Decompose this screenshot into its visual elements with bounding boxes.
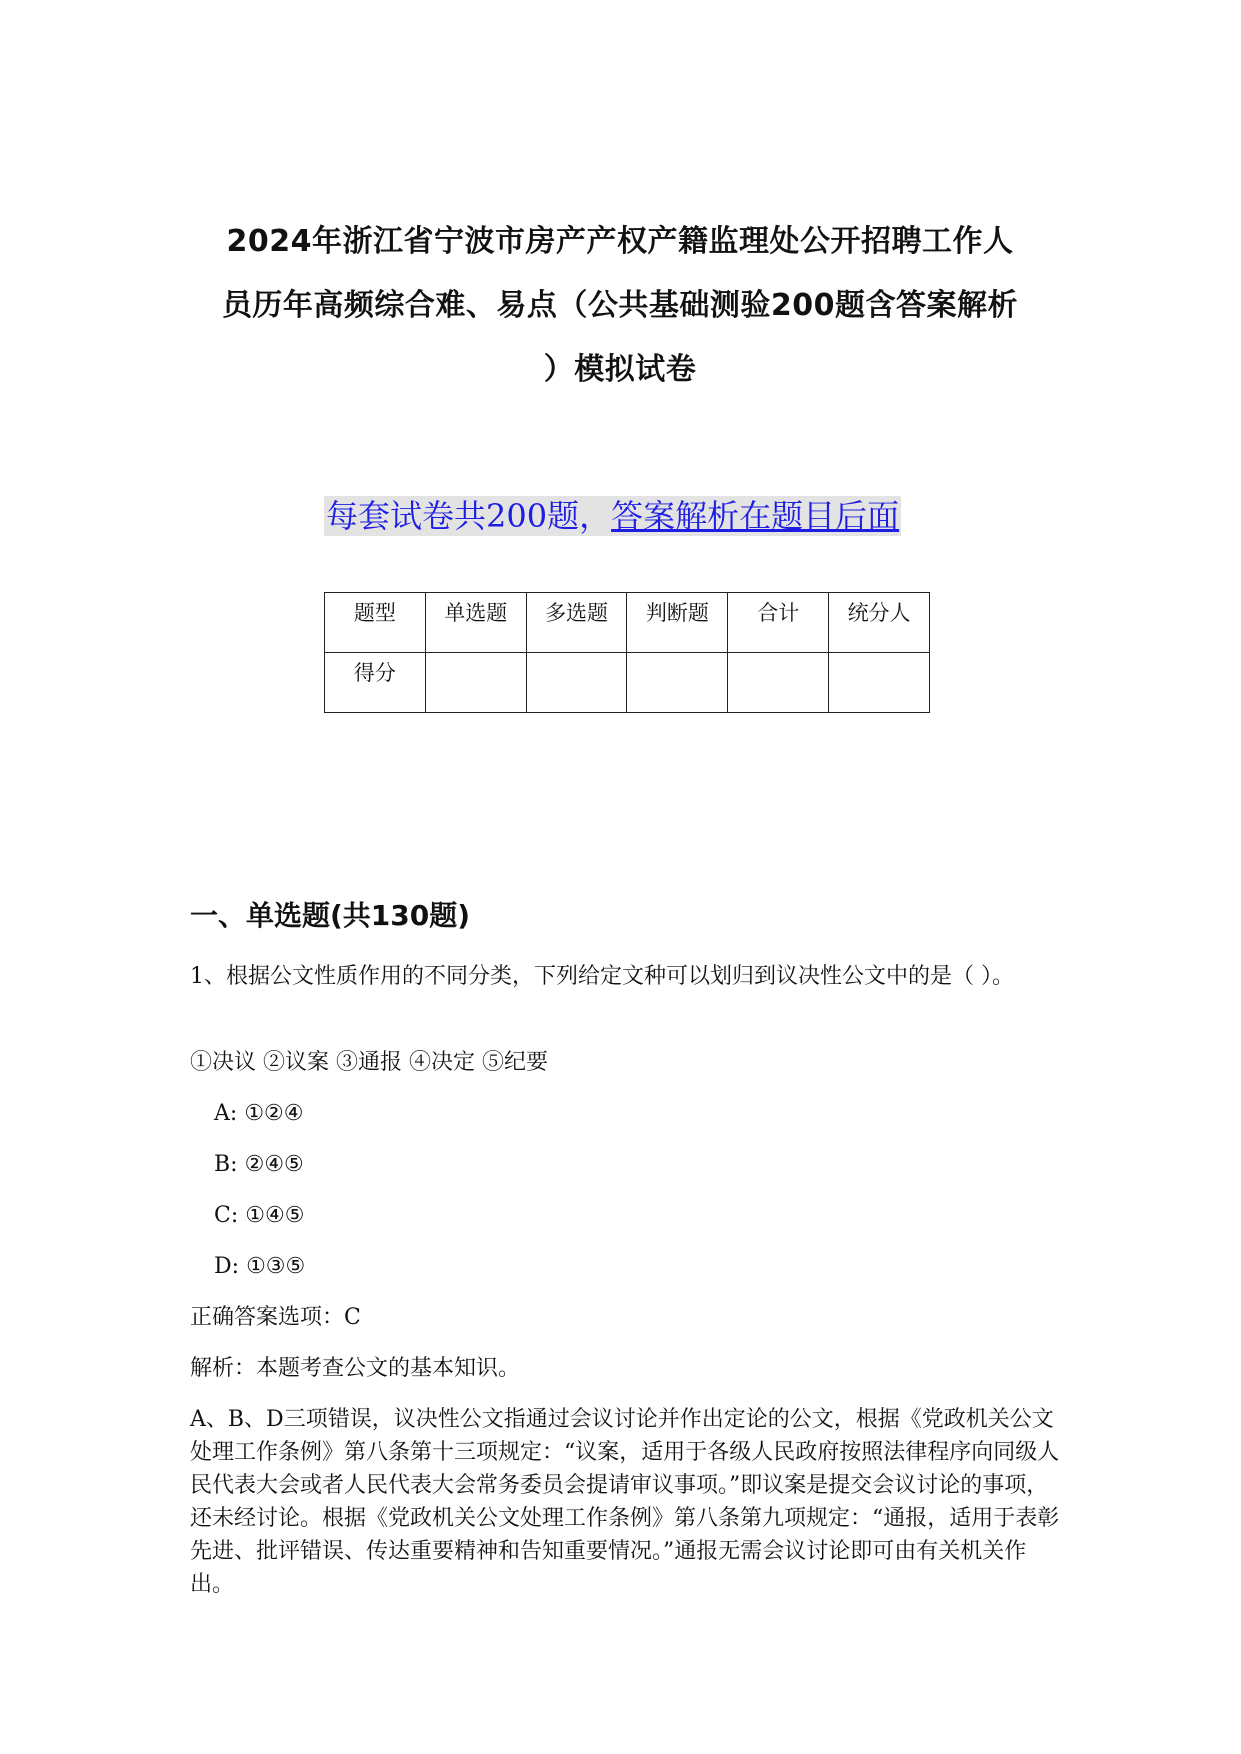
score-table-header-cell: 多选题 (526, 593, 627, 653)
document-title (180, 210, 1060, 402)
score-table-score-row (325, 653, 930, 713)
score-cell (829, 653, 930, 713)
option-value: ②④⑤ (244, 1152, 304, 1177)
score-row-label: 得分 (325, 653, 426, 713)
option-label: C: (214, 1203, 239, 1228)
option-value: ①③⑤ (246, 1254, 306, 1279)
option-c (214, 1199, 1084, 1232)
score-table-header-cell: 统分人 (829, 593, 930, 653)
question-items: ①决议 ②议案 ③通报 ④决定 ⑤纪要 (190, 1050, 548, 1075)
correct-answer: 正确答案选项：C (190, 1305, 361, 1330)
banner-text: 每套试卷共200题， (326, 497, 612, 535)
analysis-body: A、B、D三项错误，议决性公文指通过会议讨论并作出定论的公文，根据《党政机关公文处理工作条例》第八条第十三项规定：“议案，适用于各级人民政府按照法律程序向同级人民代表大会或者人民代表大会常务委员会提请审议事项。”即议案是提交会议讨论的事项，还未经讨论。根据《党政机关公文处理工作条例》第八条第九项规定：“通报，适用于表彰先进、批评错误、传达重要精神和告知重要情况。”通报无需会议讨论即可由有关机关作出。 (190, 1407, 1060, 1597)
option-label: B: (214, 1152, 238, 1177)
question-stem: 1、根据公文性质作用的不同分类，下列给定文种可以划归到议决性公文中的是（ ）。 (190, 964, 1014, 989)
score-table-header-cell: 单选题 (425, 593, 526, 653)
title-line-1: 2024年浙江省宁波市房产产权产籍监理处公开招聘工作人 (226, 224, 1014, 259)
score-table-header-cell: 合计 (728, 593, 829, 653)
score-cell (526, 653, 627, 713)
analysis-intro: 解析：本题考查公文的基本知识。 (190, 1356, 521, 1381)
info-banner (324, 496, 901, 536)
option-b (214, 1148, 1084, 1181)
banner-link[interactable]: 答案解析在题目后面 (611, 497, 900, 535)
option-value: ①④⑤ (245, 1203, 305, 1228)
option-a (214, 1097, 1084, 1130)
option-value: ①②④ (244, 1101, 304, 1126)
section-heading: 一、单选题(共130题) (190, 899, 471, 932)
score-table-header-cell: 题型 (325, 593, 426, 653)
score-cell (728, 653, 829, 713)
option-label: D: (214, 1254, 240, 1279)
option-d (214, 1250, 1084, 1283)
option-label: A: (214, 1101, 238, 1126)
score-table-header-cell: 判断题 (627, 593, 728, 653)
score-cell (425, 653, 526, 713)
score-table (324, 592, 930, 713)
title-line-3: ）模拟试卷 (543, 352, 697, 387)
title-line-2: 员历年高频综合难、易点（公共基础测验200题含答案解析 (221, 288, 1019, 323)
score-cell (627, 653, 728, 713)
score-table-header-row (325, 593, 930, 653)
